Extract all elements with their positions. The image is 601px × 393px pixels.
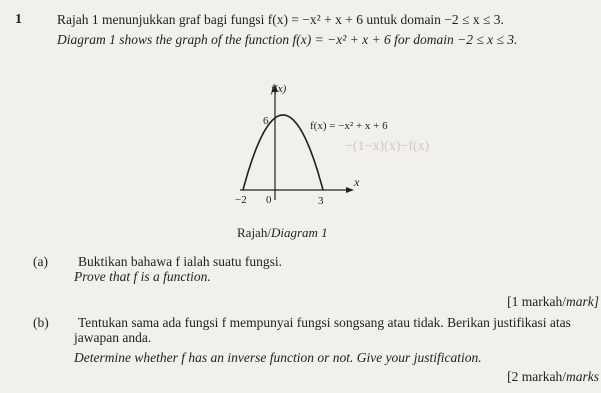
part-b-marks-english: marks [566, 369, 599, 384]
part-a-label: (a) [33, 254, 48, 269]
question-number: 1 [15, 12, 22, 27]
part-b-text-english: Determine whether f has an inverse function or not. Give your justification. [74, 350, 482, 365]
part-b-marks-malay: [2 markah/ [507, 369, 566, 384]
x-axis-label: x [354, 175, 360, 189]
part-a-text-english: Prove that f is a function. [74, 269, 211, 284]
caption-malay: Rajah/ [237, 225, 271, 240]
tick-label-x-neg2: −2 [235, 194, 247, 206]
tick-label-y-6: 6 [263, 115, 269, 127]
question-statement-english: Diagram 1 shows the graph of the function f(x) = −x² + x + 6 for domain −2 ≤ x ≤ 3. [57, 32, 518, 47]
part-a-text-malay: Buktikan bahawa f ialah suatu fungsi. [78, 254, 282, 269]
show-through-text: −(1−x)(x)−f(x) [345, 139, 430, 154]
x-axis-arrow [346, 187, 354, 193]
function-graph [200, 78, 400, 218]
part-a-marks [507, 294, 599, 310]
y-axis-label: f(x) [271, 83, 287, 95]
curve-label: f(x) = −x² + x + 6 [310, 120, 388, 132]
part-b-marks [507, 369, 599, 385]
part-a-marks-malay: [1 markah/ [507, 294, 566, 309]
part-a-marks-english: mark] [566, 294, 599, 309]
question-statement-malay: Rajah 1 menunjukkan graf bagi fungsi f(x) = −x² + x + 6 untuk domain −2 ≤ x ≤ 3. [57, 12, 504, 27]
caption-english: Diagram 1 [270, 225, 328, 240]
part-b-label: (b) [33, 315, 49, 330]
tick-label-origin: 0 [266, 194, 272, 206]
diagram-caption [237, 225, 328, 241]
tick-label-x-3: 3 [318, 195, 324, 207]
part-b-text-malay-line2: jawapan anda. [74, 330, 152, 345]
part-b-text-malay-line1: Tentukan sama ada fungsi f mempunyai fungsi songsang atau tidak. Berikan justifikasi atas [78, 315, 571, 330]
